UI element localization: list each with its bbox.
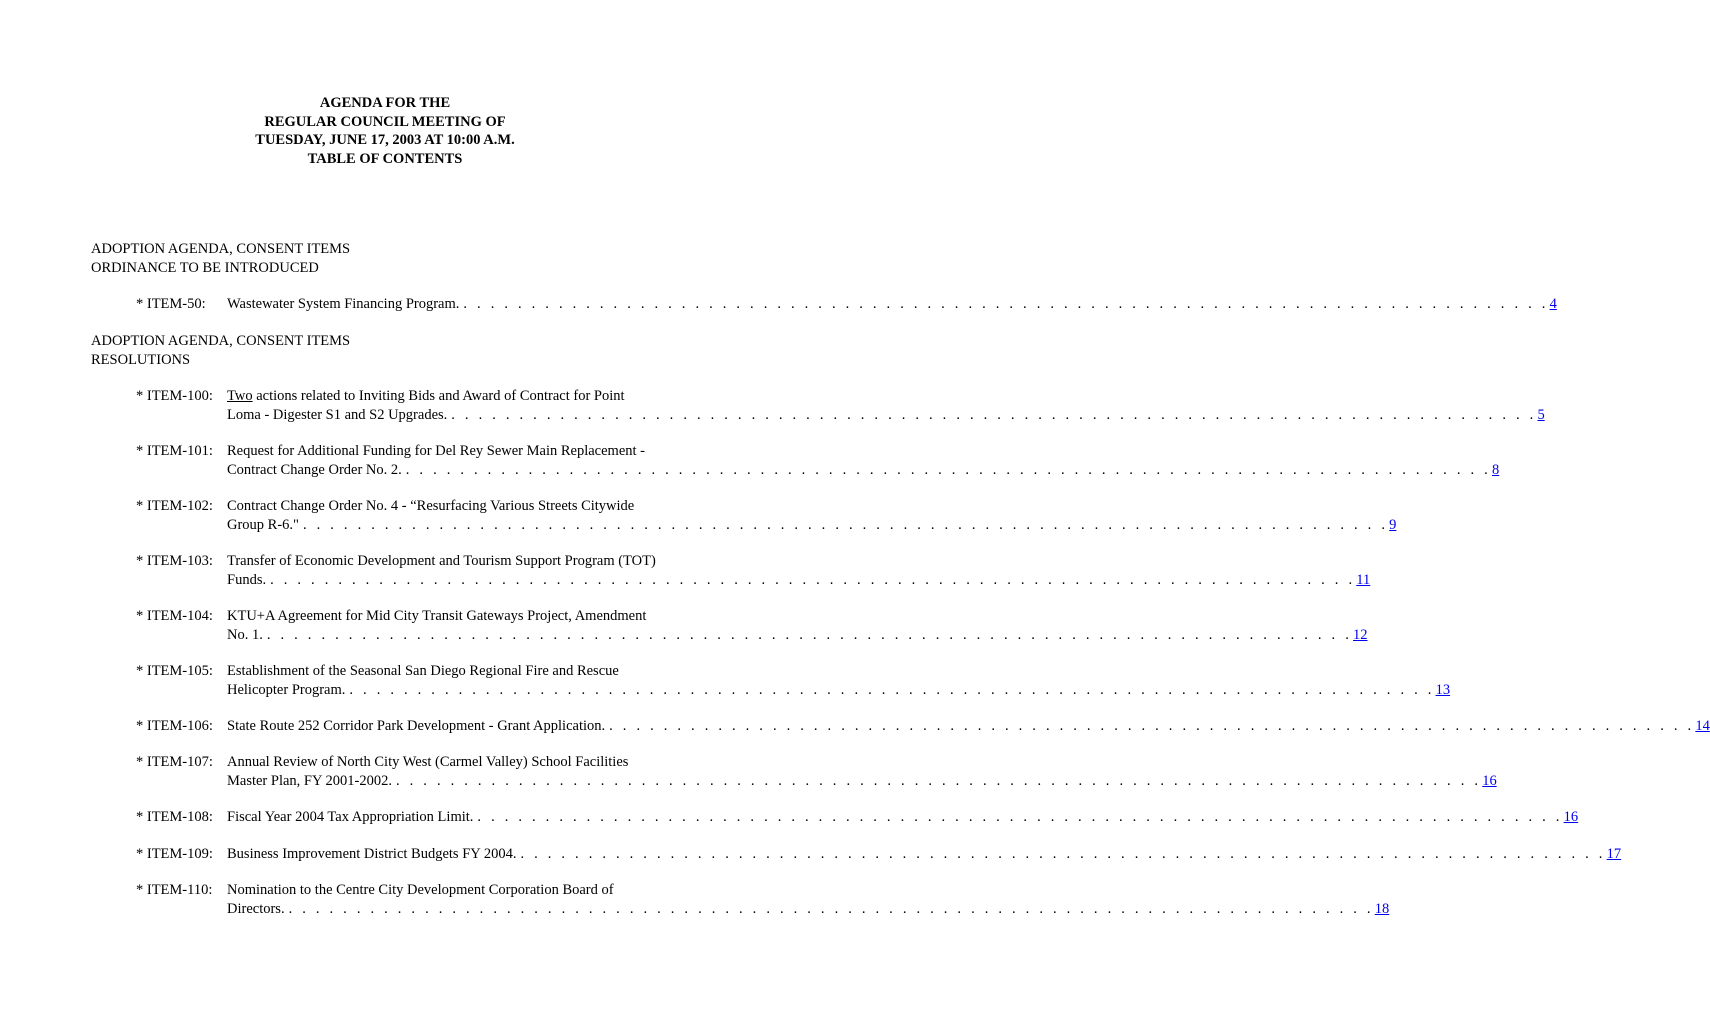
dot-leader: . . . . . . . . . . . . . . . . . . . . . . . . . . . . . . . . . . . . . . . . . . . . . . . . . . . . . . . . . . . . . . . . . . . . . . . . . . . . . . . . [266,626,1353,643]
dot-leader: . . . . . . . . . . . . . . . . . . . . . . . . . . . . . . . . . . . . . . . . . . . . . . . . . . . . . . . . . . . . . . . . . . . . . . . . . . . . . . . . [477,809,1563,825]
item-title-line-2: Funds. [227,571,267,588]
item-title-line-1: Establishment of the Seasonal San Diego Regional Fire and Rescue [227,663,619,679]
toc-entry-line [227,681,1451,700]
section-heading-line-2: RESOLUTIONS [91,351,191,368]
page-link[interactable]: 16 [1563,809,1579,825]
toc-entry-line [227,406,1545,425]
section-heading-line-2: ORDINANCE TO BE INTRODUCED [91,259,319,276]
item-title-line-2: Loma - Digester S1 and S2 Upgrades. [227,406,448,423]
page-link[interactable]: 5 [1537,406,1545,423]
toc-entry-line [227,461,1500,480]
toc-entry-line [227,808,1579,827]
toc-entry-line [227,717,1710,736]
item-code: * ITEM-109: [136,846,213,862]
item-title-line-1 [227,387,680,406]
title-line-3: TUESDAY, JUNE 17, 2003 AT 10:00 A.M. [255,132,515,148]
section-heading-resolutions [91,332,350,369]
page-link[interactable]: 8 [1491,461,1500,478]
page-link[interactable]: 16 [1482,772,1497,789]
item-title-rest: actions related to Inviting Bids and Award of Contract for Point [252,388,625,404]
page-link[interactable]: 14 [1695,718,1710,734]
item-code: * ITEM-108: [136,809,213,825]
item-code: * ITEM-102: [136,498,213,514]
toc-entry-line [227,571,1371,590]
item-title-line-1: Nomination to the Centre City Development Corporation Board of [227,882,614,898]
item-title-line-2: Helicopter Program. [227,681,346,698]
page-link[interactable]: 9 [1389,516,1397,533]
page-link[interactable]: 17 [1606,846,1622,862]
dot-leader: . . . . . . . . . . . . . . . . . . . . . . . . . . . . . . . . . . . . . . . . . . . . . . . . . . . . . . . . . . . . . . . . . . . . . . . . . . . . . . . . [270,571,1356,588]
dot-leader: . . . . . . . . . . . . . . . . . . . . . . . . . . . . . . . . . . . . . . . . . . . . . . . . . . . . . . . . . . . . . . . . . . . . . . . . . . . . . . . . [609,718,1695,734]
section-heading-line-1: ADOPTION AGENDA, CONSENT ITEMS [91,241,351,257]
item-title-line-1: Annual Review of North City West (Carmel Valley) School Facilities [227,754,629,770]
agenda-title [0,94,770,168]
title-line-1: AGENDA FOR THE [319,95,451,111]
toc-entry-line [227,516,1397,535]
dot-leader: . . . . . . . . . . . . . . . . . . . . . . . . . . . . . . . . . . . . . . . . . . . . . . . . . . . . . . . . . . . . . . . . . . . . . . . . . . . . . . . . [520,846,1606,862]
item-title: Fiscal Year 2004 Tax Appropriation Limit. [227,809,474,825]
item-title: Wastewater System Financing Program. [227,296,460,312]
item-code: * ITEM-103: [136,553,213,569]
page-link[interactable]: 18 [1374,900,1390,917]
item-code: * ITEM-107: [136,754,213,770]
section-heading-line-1: ADOPTION AGENDA, CONSENT ITEMS [91,333,351,349]
item-title: Business Improvement District Budgets FY 2004. [227,846,517,862]
dot-leader: . . . . . . . . . . . . . . . . . . . . . . . . . . . . . . . . . . . . . . . . . . . . . . . . . . . . . . . . . . . . . . . . . . . . . . . . . . . . . . . . [405,461,1491,478]
dot-leader: . . . . . . . . . . . . . . . . . . . . . . . . . . . . . . . . . . . . . . . . . . . . . . . . . . . . . . . . . . . . . . . . . . . . . . . . . . . . . . . . [302,516,1389,533]
title-line-4: TABLE OF CONTENTS [307,150,463,167]
dot-leader: . . . . . . . . . . . . . . . . . . . . . . . . . . . . . . . . . . . . . . . . . . . . . . . . . . . . . . . . . . . . . . . . . . . . . . . . . . . . . . . . [396,772,1482,789]
item-title-line-2: Directors. [227,900,285,917]
item-code: * ITEM-105: [136,663,213,679]
item-title-line-2: Master Plan, FY 2001-2002. [227,772,392,789]
item-title-line-2: Group R-6." [227,516,299,533]
item-title-line-2: Contract Change Order No. 2. [227,461,402,478]
dot-leader: . . . . . . . . . . . . . . . . . . . . . . . . . . . . . . . . . . . . . . . . . . . . . . . . . . . . . . . . . . . . . . . . . . . . . . . . . . . . . . . . [463,296,1549,312]
toc-entry-line [227,845,1622,864]
item-title: State Route 252 Corridor Park Development - Grant Application. [227,718,606,734]
item-title-line-1: Request for Additional Funding for Del Rey Sewer Main Replacement - [227,443,645,459]
dot-leader: . . . . . . . . . . . . . . . . . . . . . . . . . . . . . . . . . . . . . . . . . . . . . . . . . . . . . . . . . . . . . . . . . . . . . . . . . . . . . . . . [451,406,1537,423]
page-link[interactable]: 13 [1435,681,1451,698]
dot-leader: . . . . . . . . . . . . . . . . . . . . . . . . . . . . . . . . . . . . . . . . . . . . . . . . . . . . . . . . . . . . . . . . . . . . . . . . . . . . . . . . [288,900,1374,917]
item-title-line-1: Transfer of Economic Development and Tourism Support Program (TOT) [227,553,656,569]
underlined-word: Two [227,388,253,404]
toc-entry-line [227,626,1368,645]
item-title-line-1: Contract Change Order No. 4 - “Resurfacing Various Streets Citywide [227,498,635,514]
toc-entry-line [227,772,1497,791]
page-link[interactable]: 11 [1356,571,1371,588]
item-title-line-1: KTU+A Agreement for Mid City Transit Gateways Project, Amendment [227,608,647,624]
page-link[interactable]: 4 [1549,296,1557,312]
dot-leader: . . . . . . . . . . . . . . . . . . . . . . . . . . . . . . . . . . . . . . . . . . . . . . . . . . . . . . . . . . . . . . . . . . . . . . . . . . . . . . . . [349,681,1435,698]
item-code: * ITEM-106: [136,718,213,734]
item-code: * ITEM-100: [136,388,213,404]
item-code: * ITEM-50: [136,296,206,312]
page-link[interactable]: 12 [1353,626,1368,643]
toc-entry-line [227,900,1390,919]
item-title-line-2: No. 1. [227,626,263,643]
item-code: * ITEM-104: [136,608,213,624]
item-code: * ITEM-101: [136,443,213,459]
toc-entry-line [227,295,1557,314]
item-code: * ITEM-110: [136,882,213,898]
section-heading-ordinance [91,240,350,277]
title-line-2: REGULAR COUNCIL MEETING OF [264,113,506,130]
